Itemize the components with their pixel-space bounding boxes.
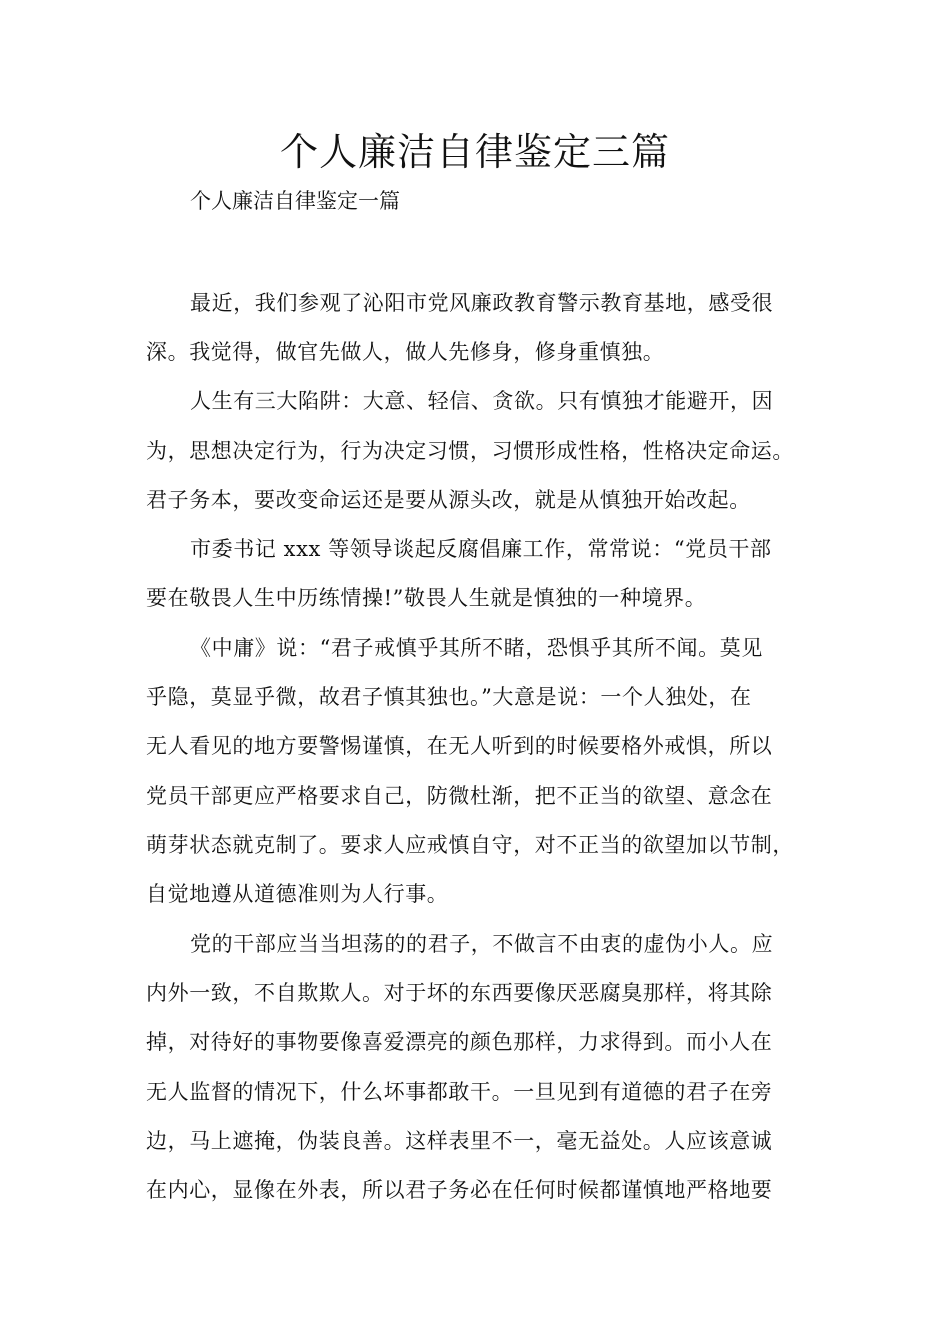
text-line: 党的干部应当当坦荡的的君子，不做言不由衷的虚伪小人。应 — [190, 932, 774, 956]
text-line: 萌芽状态就克制了。要求人应戒慎自守，对不正当的欲望加以节制， — [146, 833, 794, 857]
text-line: 掉，对待好的事物要像喜爱漂亮的颜色那样，力求得到。而小人在 — [146, 1030, 773, 1054]
text-line: 要在敬畏人生中历练情操!”敬畏人生就是慎独的一种境界。 — [146, 586, 707, 610]
text-line: 内外一致，不自欺欺人。对于坏的东西要像厌恶腐臭那样，将其除 — [146, 981, 773, 1005]
text-line: 市委书记 xxx 等领导谈起反腐倡廉工作，常常说：“党员干部 — [190, 537, 772, 561]
text-line: 君子务本，要改变命运还是要从源头改，就是从慎独开始改起。 — [146, 488, 751, 512]
document-title: 个人廉洁自律鉴定三篇 — [279, 130, 670, 174]
text-line: 无人看见的地方要警惕谨慎，在无人听到的时候要格外戒惧，所以 — [146, 734, 773, 758]
text-line: 人生有三大陷阱：大意、轻信、贪欲。只有慎独才能避开，因 — [190, 389, 774, 413]
text-line: 边，马上遮掩，伪装良善。这样表里不一，毫无益处。人应该意诚 — [146, 1129, 773, 1153]
text-line: 为，思想决定行为，行为决定习惯，习惯形成性格，性格决定命运。 — [146, 439, 794, 463]
text-line: 《中庸》说：“君子戒慎乎其所不睹，恐惧乎其所不闻。莫见 — [190, 636, 763, 660]
text-line: 党员干部更应严格要求自己，防微杜渐，把不正当的欲望、意念在 — [146, 784, 773, 808]
text-line: 在内心，显像在外表，所以君子务必在任何时候都谨慎地严格地要 — [146, 1178, 773, 1202]
text-line: 最近，我们参观了沁阳市党风廉政教育警示教育基地，感受很 — [190, 291, 774, 315]
text-line: 乎隐，莫显乎微，故君子慎其独也。”大意是说：一个人独处，在 — [146, 685, 752, 709]
text-line: 自觉地遵从道德准则为人行事。 — [146, 882, 449, 906]
text-line: 深。我觉得，做官先做人，做人先修身，修身重慎独。 — [146, 340, 665, 364]
text-line: 无人监督的情况下，什么坏事都敢干。一旦见到有道德的君子在旁 — [146, 1080, 773, 1104]
section-subtitle: 个人廉洁自律鉴定一篇 — [190, 189, 400, 213]
